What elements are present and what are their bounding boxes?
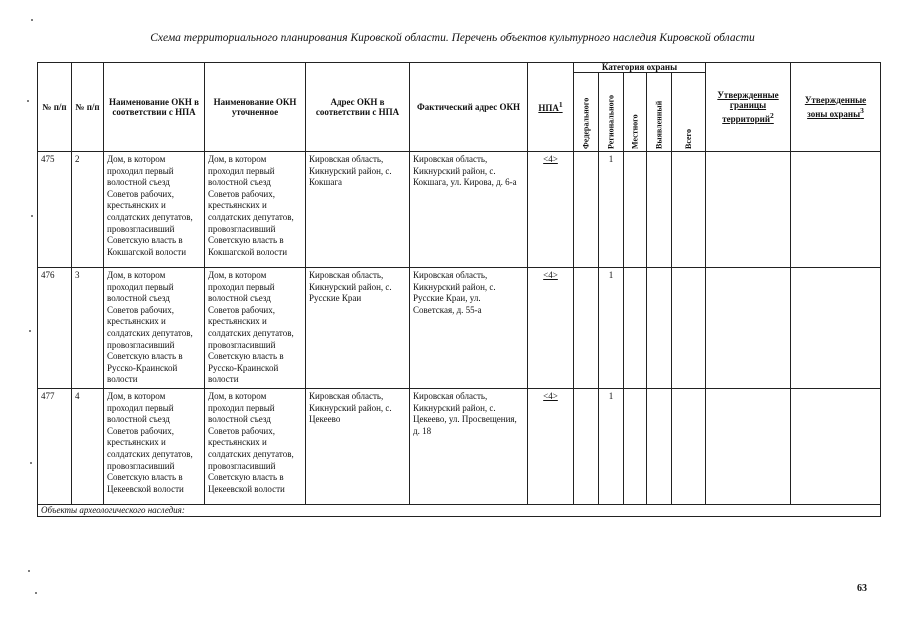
header-name-clarified: Наименование ОКН уточненное xyxy=(205,63,306,152)
scan-speck xyxy=(27,100,29,102)
scan-speck xyxy=(35,592,37,594)
cell-approved-zones xyxy=(791,152,881,268)
cell-address-actual: Кировская область, Кикнурский район, с. Кокшага, ул. Кирова, д. 6-а xyxy=(410,152,528,268)
cell-address-npa: Кировская область, Кикнурский район, с. Цекеево xyxy=(306,388,410,504)
header-npa-footnote: 1 xyxy=(558,100,563,110)
cell-name-clarified: Дом, в котором проходил первый волостной съезд Советов рабочих, крестьянских и солдатских депутатов, провозгласивший Советскую власть в Цекеевской волости xyxy=(205,388,306,504)
cell-name-npa: Дом, в котором проходил первый волостной съезд Советов рабочих, крестьянских и солдатских депутатов, провозгласивший Советскую власть в Кокшагской волости xyxy=(104,152,205,268)
cell-npa-link[interactable]: <4> xyxy=(528,152,574,268)
header-num1: № п/п xyxy=(38,63,72,152)
cell-cat-identified xyxy=(647,268,672,389)
section-archaeological: Объекты археологического наследия: xyxy=(38,504,881,516)
cell-name-npa: Дом, в котором проходил первый волостной съезд Советов рабочих, крестьянских и солдатских депутатов, провозгласивший Советскую власть в Цекеевской волости xyxy=(104,388,205,504)
cell-address-npa: Кировская область, Кикнурский район, с. Русские Краи xyxy=(306,268,410,389)
table-row xyxy=(38,268,881,389)
cell-cat-federal xyxy=(574,268,599,389)
document-title: Схема территориального планирования Кировской области. Перечень объектов культурного наследия Кировской области xyxy=(150,32,755,44)
header-name-npa: Наименование ОКН в соответствии с НПА xyxy=(104,63,205,152)
cell-address-npa: Кировская область, Кикнурский район, с. Кокшага xyxy=(306,152,410,268)
cell-cat-regional: 1 xyxy=(599,152,624,268)
cell-cat-identified xyxy=(647,152,672,268)
section-row xyxy=(38,504,881,516)
header-address-actual: Фактический адрес ОКН xyxy=(410,63,528,152)
header-cat-regional: Регионального xyxy=(599,73,624,152)
header-npa-label: НПА xyxy=(538,103,559,114)
cell-cat-total xyxy=(672,388,706,504)
header-num2: № п/п xyxy=(72,63,104,152)
cell-cat-local xyxy=(624,152,647,268)
header-npa xyxy=(528,63,574,152)
cell-cat-federal xyxy=(574,388,599,504)
cell-num1: 476 xyxy=(38,268,72,389)
header-cat-identified: Выявленный xyxy=(647,73,672,152)
cell-cat-local xyxy=(624,268,647,389)
cell-num2: 2 xyxy=(72,152,104,268)
cell-num1: 477 xyxy=(38,388,72,504)
cell-approved-borders xyxy=(706,388,791,504)
cell-cat-regional: 1 xyxy=(599,268,624,389)
scan-speck xyxy=(30,462,32,464)
header-approved-zones xyxy=(791,63,881,152)
cell-cat-local xyxy=(624,388,647,504)
scan-speck xyxy=(29,330,31,332)
header-address-npa: Адрес ОКН в соответствии с НПА xyxy=(306,63,410,152)
header-cat-local: Местного xyxy=(624,73,647,152)
heritage-objects-table xyxy=(37,62,881,517)
header-cat-total: Всего xyxy=(672,73,706,152)
cell-npa-link[interactable]: <4> xyxy=(528,388,574,504)
cell-approved-borders xyxy=(706,152,791,268)
cell-approved-zones xyxy=(791,388,881,504)
table-row xyxy=(38,152,881,268)
header-approved-borders-label: Утвержденные границы территорий xyxy=(717,89,779,124)
cell-name-clarified: Дом, в котором проходил первый волостной съезд Советов рабочих, крестьянских и солдатских депутатов, провозгласивший Советскую власть в Кокшагской волости xyxy=(205,152,306,268)
page-number: 63 xyxy=(857,583,867,594)
cell-approved-zones xyxy=(791,268,881,389)
header-category: Категория охраны xyxy=(574,63,706,73)
cell-cat-identified xyxy=(647,388,672,504)
header-row xyxy=(38,63,881,73)
cell-cat-federal xyxy=(574,152,599,268)
cell-cat-total xyxy=(672,152,706,268)
scan-speck xyxy=(31,19,33,21)
cell-name-clarified: Дом, в котором проходил первый волостной съезд Советов рабочих, крестьянских и солдатских депутатов, провозгласивший Советскую власть в Русско-Краинской волости xyxy=(205,268,306,389)
header-approved-borders xyxy=(706,63,791,152)
cell-approved-borders xyxy=(706,268,791,389)
cell-num1: 475 xyxy=(38,152,72,268)
cell-cat-regional: 1 xyxy=(599,388,624,504)
scan-speck xyxy=(31,215,33,217)
cell-address-actual: Кировская область, Кикнурский район, с. Русские Краи, ул. Советская, д. 55-а xyxy=(410,268,528,389)
cell-cat-total xyxy=(672,268,706,389)
cell-name-npa: Дом, в котором проходил первый волостной съезд Советов рабочих, крестьянских и солдатских депутатов, провозгласивший Советскую власть в Русско-Краинской волости xyxy=(104,268,205,389)
header-approved-zones-footnote: 3 xyxy=(860,105,864,115)
table-row xyxy=(38,388,881,504)
cell-npa-link[interactable]: <4> xyxy=(528,268,574,389)
scan-speck xyxy=(28,570,30,572)
header-approved-borders-footnote: 2 xyxy=(770,110,774,120)
header-approved-zones-label: Утвержденные зоны охраны xyxy=(804,95,867,119)
cell-num2: 3 xyxy=(72,268,104,389)
cell-num2: 4 xyxy=(72,388,104,504)
header-cat-federal: Федерального xyxy=(574,73,599,152)
cell-address-actual: Кировская область, Кикнурский район, с. Цекеево, ул. Просвещения, д. 18 xyxy=(410,388,528,504)
